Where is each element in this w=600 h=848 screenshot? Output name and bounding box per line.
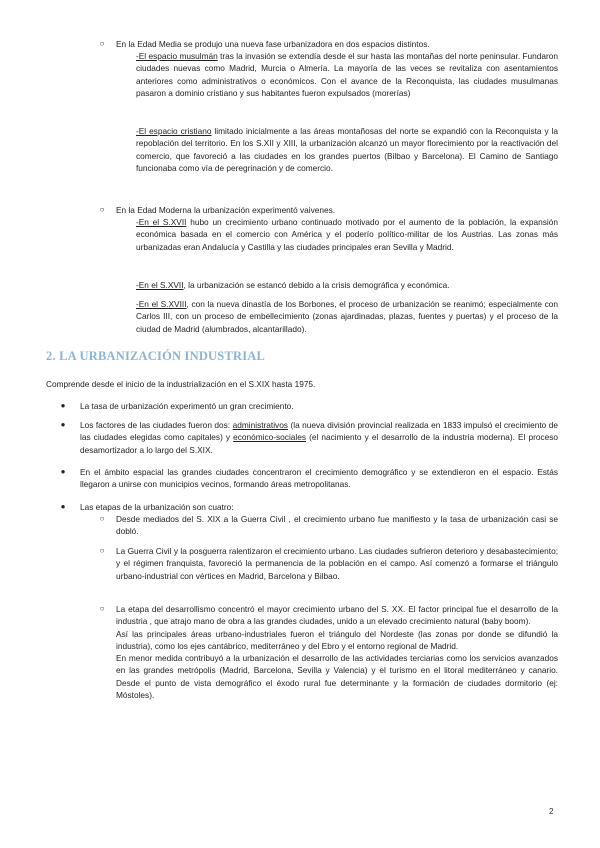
list-bullet-hollow: ○ [99,39,105,48]
siglo-xvii-text: hubo un crecimiento urbano continuado motivado por el aumento de la población, la expansión económica basada en el comercio con América y el poderío político-militar de los Austrias. Las zonas más urbanizadas eran Andalucía y Castilla y las ciudades principales eran Sevilla y Madrid. [136,217,558,252]
etapas-urbanizacion-item: Las etapas de la urbanización son cuatro: [80,502,234,512]
factores-mid: (la nueva división provincial realizada en 1833 impulsó el crecimiento de las ciudades elegidas como capitales) y [80,420,559,443]
desarrollismo-paragraph-1: La etapa del desarrollismo concentró el mayor crecimiento urbano del S. XX. El factor principal fue el desarrollo de la industria , que atrajo mano de obra a las grandes ciudades, unido a un elevado crecimiento natural (baby boom). [116,604,558,627]
section-intro: Comprende desde el inicio de la industrialización en el S.XIX hasta 1975. [46,379,316,389]
list-bullet-hollow: ○ [99,514,105,523]
list-bullet-filled: ● [60,420,66,429]
espacio-musulman-paragraph [136,50,558,99]
siglo-xvii-crisis-text: , la urbanización se estancó debido a la crisis demográfica y económica. [183,280,450,290]
espacio-cristiano-text: limitado inicialmente a las áreas montañosas del norte se expandió con la Reconquista y la repoblación del territorio. En los S.XII y XIII, la urbanización alcanzó un mayor florecimiento por la reactivación del comercio, que favoreció a las ciudades en los grandes puertos (Bilbao y Barcelona). El Camino de Santiago funcionaba como vía de peregrinación y de comercio. [136,126,558,173]
factores-ciudades-item [80,419,558,456]
list-bullet-filled: ● [60,467,66,476]
siglo-xviii-paragraph [136,298,558,335]
espacio-cristiano-paragraph [136,125,558,174]
factor-economico-sociales: económico-sociales [233,432,307,443]
factores-pre: Los factores de las ciudades fueron dos: [80,420,233,430]
espacio-musulman-label: -El espacio musulmán [136,51,218,61]
siglo-xviii-label: -En el S.XVIII [136,299,187,309]
factor-administrativos: administrativos [232,420,288,430]
espacio-cristiano-label: -El espacio cristiano [136,126,212,136]
list-bullet-hollow: ○ [99,205,105,214]
section-heading: 2. LA URBANIZACIÓN INDUSTRIAL [46,349,266,363]
page-number: 2 [549,807,554,816]
list-bullet-hollow: ○ [99,604,105,613]
siglo-xvii-crisis-label: -En el S.XVII [136,280,184,290]
desarrollismo-paragraph-2: Así las principales áreas urbano-industriales fueron el triángulo del Nordeste (las zonas por donde se difundió la industria), como los ejes cantábrico, mediterráneo y del Ebro y el entorno regional de Madrid. [116,628,558,651]
edad-media-intro: En la Edad Media se produjo una nueva fase urbanizadora en dos espacios distintos. [116,39,430,49]
siglo-xviii-text: , con la nueva dinastía de los Borbones, el proceso de urbanización se reanimó; especialmente con Carlos III, con un proceso de embellecimiento (zonas ajardinadas, plazas, fuentes y puertas) y el proceso de la ciudad de Madrid (alumbrados, alcantarillado). [136,299,558,334]
edad-moderna-intro: En la Edad Moderna la urbanización experimentó vaivenes. [116,205,336,215]
etapa-posguerra-item: La Guerra Civil y la posguerra ralentizaron el crecimiento urbano. Las ciudades sufrieron deterioro y desabastecimiento; y el régimen franquista, favoreció la permanencia de la población en el campo. Así comenzó a formarse el triángulo urbano-industrial con vértices en Madrid, Barcelona y Bilbao. [116,546,558,581]
siglo-xvii-crisis-paragraph [136,279,558,291]
ambito-espacial-item: En el ámbito espacial las grandes ciudades concentraron el crecimiento demográfico y se extendieron en el espacio. Estás llegaron a unirse con municipios vecinos, formando áreas metropolitanas. [80,467,558,490]
list-bullet-filled: ● [60,401,66,410]
espacio-musulman-text: tras la invasión se extendía desde el sur hasta las montañas del norte peninsular. Fundaron ciudades nuevas como Madrid, Murcia o Almería. La mayoría de las veces se revitaliza con asentamientos anteriores como administrativos o económicos. Con el avance de la Reconquista, las ciudades musulmanas pasaron a dominio cristiano y sus habitantes fueron expulsados (morerías) [136,51,558,98]
desarrollismo-paragraph-3: En menor medida contribuyó a la urbanización el desarrollo de las actividades terciarias como los servicios avanzados en las grandes metrópolis (Madrid, Barcelona, Sevilla y Valencia) y el turismo en el litoral mediterráneo y canario. Desde el punto de vista demográfico el éxodo rural fue determinante y la formación de ciudades dormitorio (ej: Móstoles). [116,653,558,701]
siglo-xvii-label: -En el S.XVII [136,217,187,227]
etapa-desarrollismo-item [116,603,558,701]
tasa-urbanizacion-item: La tasa de urbanización experimentó un gran crecimiento. [80,401,294,411]
list-bullet-filled: ● [60,502,66,511]
list-bullet-hollow: ○ [99,546,105,555]
factores-post: (el nacimiento y el desarrollo de la industria moderna). El proceso desamortizador a lo largo del S.XIX. [80,432,558,455]
siglo-xvii-paragraph [136,216,558,253]
etapa-guerra-civil-item: Desde mediados del S. XIX a la Guerra Civil , el crecimiento urbano fue manifiesto y la tasa de urbanización casi se dobló. [116,514,558,537]
